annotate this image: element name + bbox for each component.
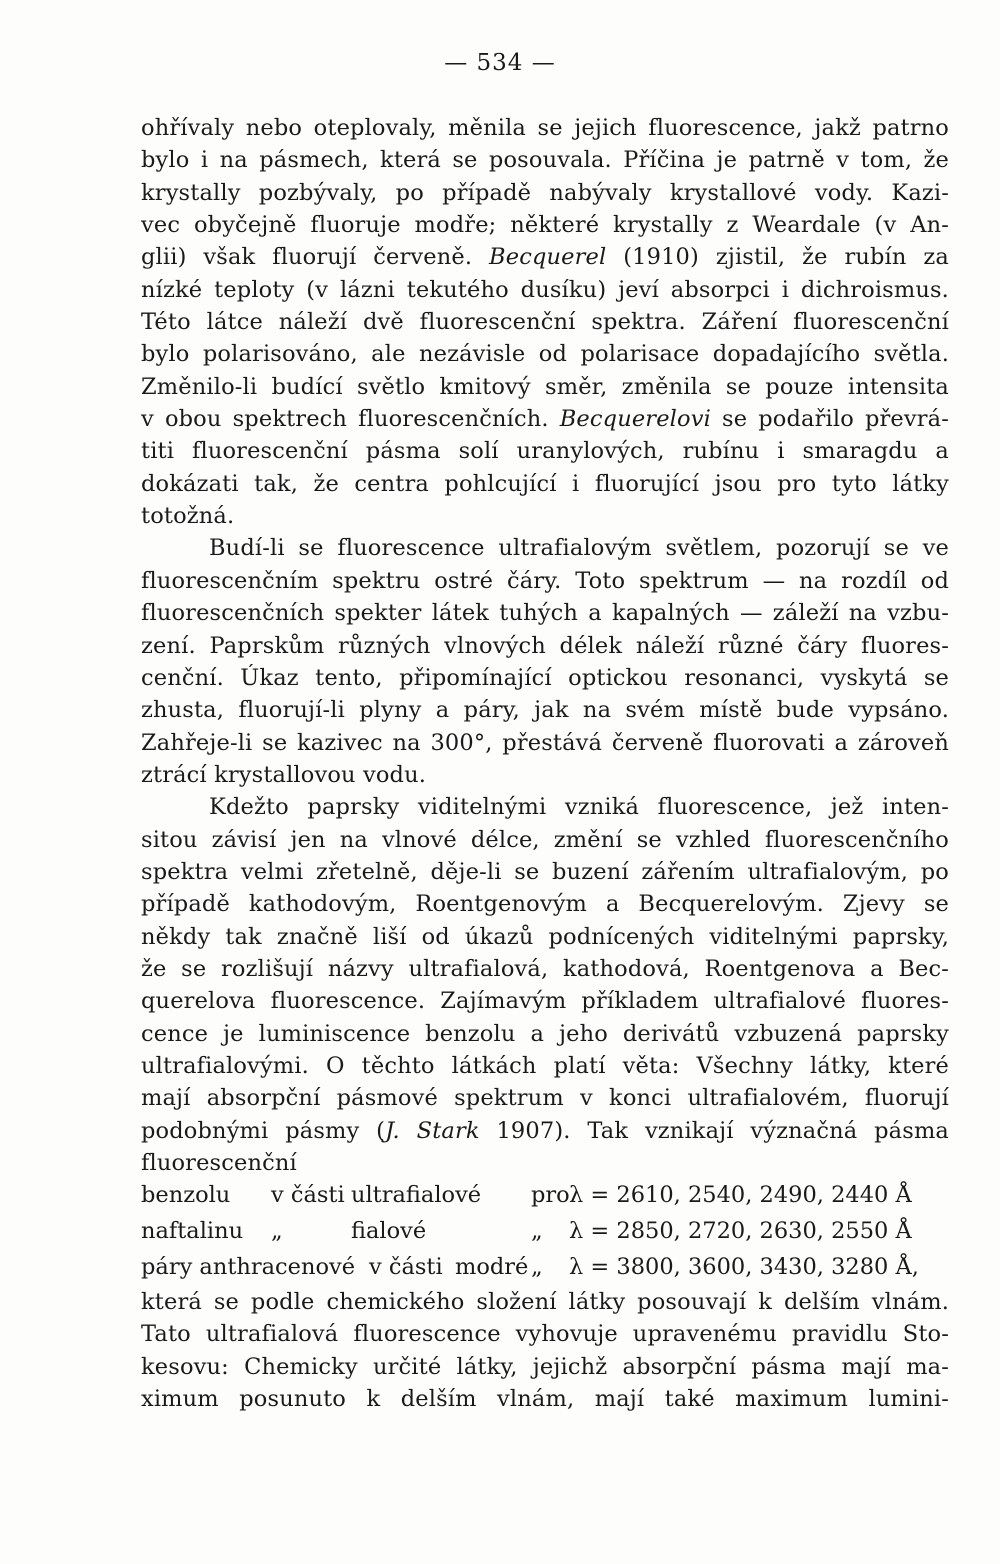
text-line: Kdežto paprsky viditelnými vzniká fluorescence, jež inten- [209, 794, 949, 821]
text-line: querelova fluorescence. Zajímavým příkladem ultrafialové fluores- [141, 988, 949, 1015]
text-line [141, 241, 949, 273]
table-row [141, 1249, 949, 1285]
body-text-top [141, 112, 949, 1179]
prep-cell: „ [531, 1218, 543, 1244]
text-line: sitou závisí jen na vlnové délce, změní se vzhled fluorescenčního [141, 826, 949, 853]
text-line: někdy tak značně liší od úkazů podnícených viditelnými paprsky, [141, 923, 949, 950]
wavelengths-cell: λ = 3800, 3600, 3430, 3280 Å, [569, 1254, 919, 1280]
text-span: glii) však fluorují červeně. [141, 244, 473, 271]
text-line: vec obyčejně fluoruje modře; některé krystally z Weardale (v An- [141, 212, 949, 239]
text-line: spektra velmi zřetelně, děje-li se buzení zářením ultrafialovým, po [141, 858, 949, 885]
table-row [141, 1213, 949, 1249]
text-line [141, 403, 949, 435]
author-name-stark: J. Stark [385, 1117, 480, 1144]
text-line: která se podle chemického složení látky posouvají k delším vlnám. [141, 1289, 949, 1315]
text-line: Změnilo-li budící světlo kmitový směr, změnila se pouze intensita [141, 373, 949, 400]
text-line: dokázati tak, že centra pohlcující i fluorující jsou pro tyto látky [141, 470, 949, 497]
author-name-becquerel: Becquerel [489, 244, 607, 271]
text-line: zení. Paprskům různých vlnových délek náleží různé čáry fluores- [141, 632, 949, 659]
text-line: zhusta, fluorují-li plyny a páry, jak na svém místě bude vypsáno. [141, 697, 949, 724]
text-line: ultrafialovými. O těchto látkách platí věta: Všechny látky, které [141, 1052, 949, 1079]
text-line: že se rozlišují názvy ultrafialová, kathodová, Roentgenova a Bec- [141, 955, 949, 982]
wavelength-table [141, 1177, 949, 1285]
part-cell: v části [369, 1254, 443, 1280]
prep-cell: pro [531, 1182, 570, 1208]
text-line: mají absorpční pásmové spektrum v konci ultrafialovém, fluorují [141, 1085, 949, 1112]
text-line: Této látce náleží dvě fluorescenční spektra. Záření fluorescenční [141, 309, 949, 336]
page-number: — 534 — [444, 50, 556, 76]
text-line: ztrácí krystallovou vodu. [141, 761, 427, 788]
body-text-bottom [141, 1286, 949, 1415]
text-line: bylo i na pásmech, která se posouvala. Příčina je patrně v tom, že [141, 147, 949, 174]
text-line: fluorescenčních spekter látek tuhých a kapalných — záleží na vzbu- [141, 600, 949, 627]
text-line: titi fluorescenční pásma solí uranylových, rubínu i smaragdu a [141, 438, 949, 465]
text-line [141, 1115, 949, 1147]
text-line: kesovu: Chemicky určité látky, jejichž absorpční pásma mají ma- [141, 1353, 949, 1380]
text-line: Zahřeje-li se kazivec na 300°, přestává červeně fluorovati a zároveň [141, 729, 949, 756]
substance-cell: naftalinu [141, 1218, 244, 1244]
region-cell: ultrafialové [351, 1182, 482, 1208]
text-line: Tato ultrafialová fluorescence vyhovuje upravenému pravidlu Sto- [141, 1321, 949, 1348]
text-line: fluorescenční [141, 1150, 297, 1176]
substance-cell: benzolu [141, 1182, 231, 1208]
table-row [141, 1177, 949, 1213]
prep-cell: „ [531, 1254, 543, 1280]
wavelengths-cell: λ = 2850, 2720, 2630, 2550 Å [569, 1218, 912, 1244]
text-line: nízké teploty (v lázni tekutého dusíku) jeví absorpci i dichroismus. [141, 276, 949, 303]
text-line: totožná. [141, 503, 235, 530]
text-line: krystally pozbývaly, po případě nabývaly krystallové vody. Kazi- [141, 179, 949, 206]
text-line: fluorescenčním spektru ostré čáry. Toto spektrum — na rozdíl od [141, 567, 949, 594]
part-cell: „ [271, 1218, 283, 1244]
part-cell: v části [271, 1182, 345, 1208]
substance-cell: páry anthracenové [141, 1254, 356, 1280]
text-span: se podařilo převrá- [710, 406, 949, 433]
text-line: Budí-li se fluorescence ultrafialovým světlem, pozorují se ve [209, 535, 949, 562]
text-span: 1907). Tak vznikají význačná pásma [479, 1117, 949, 1144]
region-cell: modré [455, 1254, 529, 1280]
text-line: cenční. Úkaz tento, připomínající optickou resonanci, vyskytá se [141, 664, 949, 691]
author-name-becquerelovi: Becquerelovi [559, 406, 711, 433]
text-line: ohřívaly nebo oteplovaly, měnila se jejich fluorescence, jakž patrno [141, 115, 949, 141]
text-line: ximum posunuto k delším vlnám, mají také maximum lumini- [141, 1386, 949, 1413]
text-line: případě kathodovým, Roentgenovým a Becquerelovým. Zjevy se [141, 891, 949, 918]
text-line: cence je luminiscence benzolu a jeho derivátů vzbuzená paprsky [141, 1020, 949, 1047]
text-span: (1910) zjistil, že rubín za [606, 244, 949, 271]
text-span: podobnými pásmy ( [141, 1117, 386, 1144]
wavelengths-cell: λ = 2610, 2540, 2490, 2440 Å [569, 1182, 912, 1208]
region-cell: fialové [351, 1218, 427, 1244]
text-line: bylo polarisováno, ale nezávisle od polarisace dopadajícího světla. [141, 341, 949, 368]
text-span: v obou spektrech fluorescenčních. [141, 406, 549, 433]
